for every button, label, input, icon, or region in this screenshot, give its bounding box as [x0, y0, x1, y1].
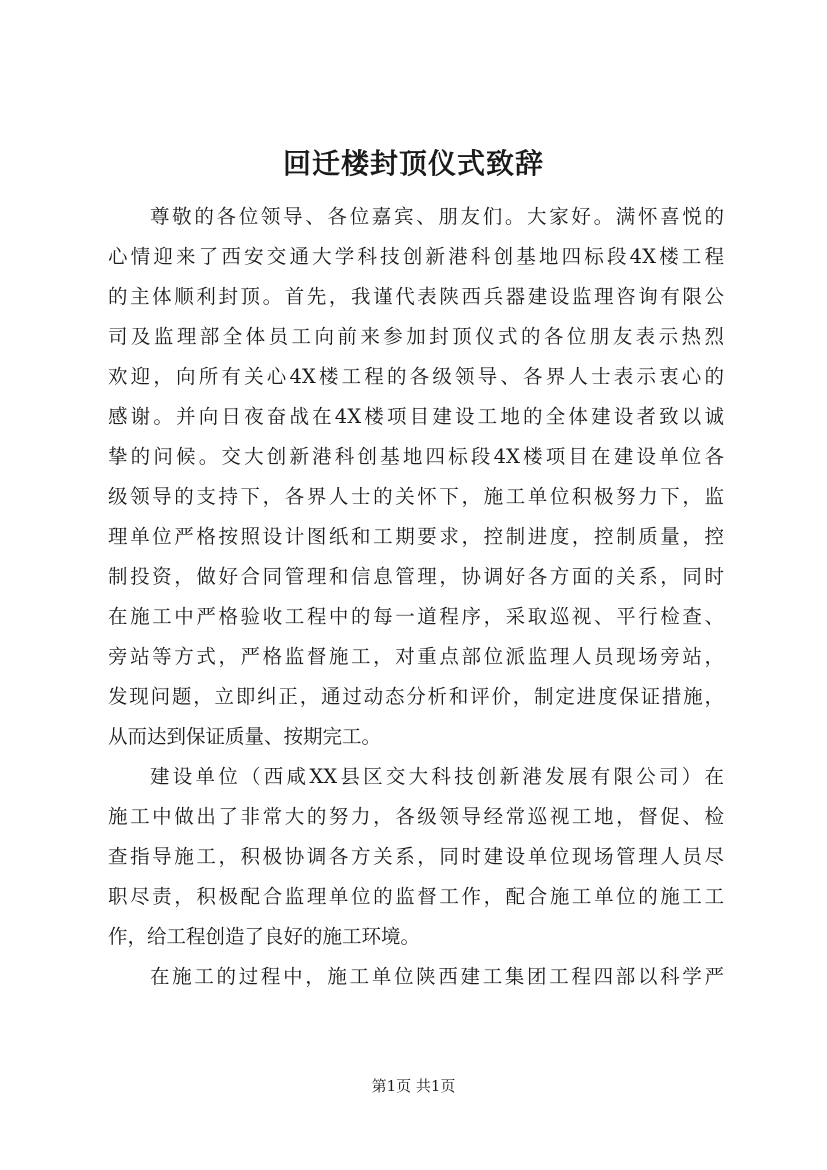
text-line: 制投资，做好合同管理和信息管理，协调好各方面的关系，同时 [108, 565, 724, 588]
text-line: 旁站等方式，严格监督施工，对重点部位派监理人员现场旁站， [108, 645, 724, 668]
text-line: 司及监理部全体员工向前来参加封顶仪式的各位朋友表示热烈 [108, 325, 724, 348]
text-line: 在施工中严格验收工程中的每一道程序，采取巡视、平行检查、 [108, 605, 724, 628]
text-line: 挚的问候。交大创新港科创基地四标段4X楼项目在建设单位各 [108, 445, 724, 468]
text-line: 施工中做出了非常大的努力，各级领导经常巡视工地，督促、检 [108, 805, 724, 828]
text-line: 的主体顺利封顶。首先，我谨代表陕西兵器建设监理咨询有限公 [108, 285, 724, 308]
text-line: 欢迎，向所有关心4X楼工程的各级领导、各界人士表示衷心的 [108, 365, 724, 388]
text-line: 查指导施工，积极协调各方关系，同时建设单位现场管理人员尽 [108, 845, 724, 868]
text-line: 从而达到保证质量、按期完工。 [108, 725, 382, 748]
text-line: 职尽责，积极配合监理单位的监督工作，配合施工单位的施工工 [108, 885, 724, 908]
text-line: 感谢。并向日夜奋战在4X楼项目建设工地的全体建设者致以诚 [108, 405, 724, 428]
text-line: 理单位严格按照设计图纸和工期要求，控制进度，控制质量，控 [108, 525, 724, 548]
text-line: 尊敬的各位领导、各位嘉宾、朋友们。大家好。满怀喜悦的 [150, 205, 724, 228]
document-title: 回迁楼封顶仪式致辞 [282, 147, 544, 180]
page-number-footer: 第1页 共1页 [371, 1077, 456, 1095]
text-line: 在施工的过程中，施工单位陕西建工集团工程四部以科学严 [150, 965, 724, 988]
text-line: 发现问题，立即纠正，通过动态分析和评价，制定进度保证措施， [108, 685, 724, 708]
text-line: 建设单位（西咸XX县区交大科技创新港发展有限公司）在 [150, 765, 724, 788]
text-line: 心情迎来了西安交通大学科技创新港科创基地四标段4X楼工程 [108, 245, 724, 268]
text-line: 级领导的支持下，各界人士的关怀下，施工单位积极努力下，监 [108, 485, 724, 508]
document-body [108, 197, 724, 997]
text-line: 作，给工程创造了良好的施工环境。 [108, 925, 421, 948]
